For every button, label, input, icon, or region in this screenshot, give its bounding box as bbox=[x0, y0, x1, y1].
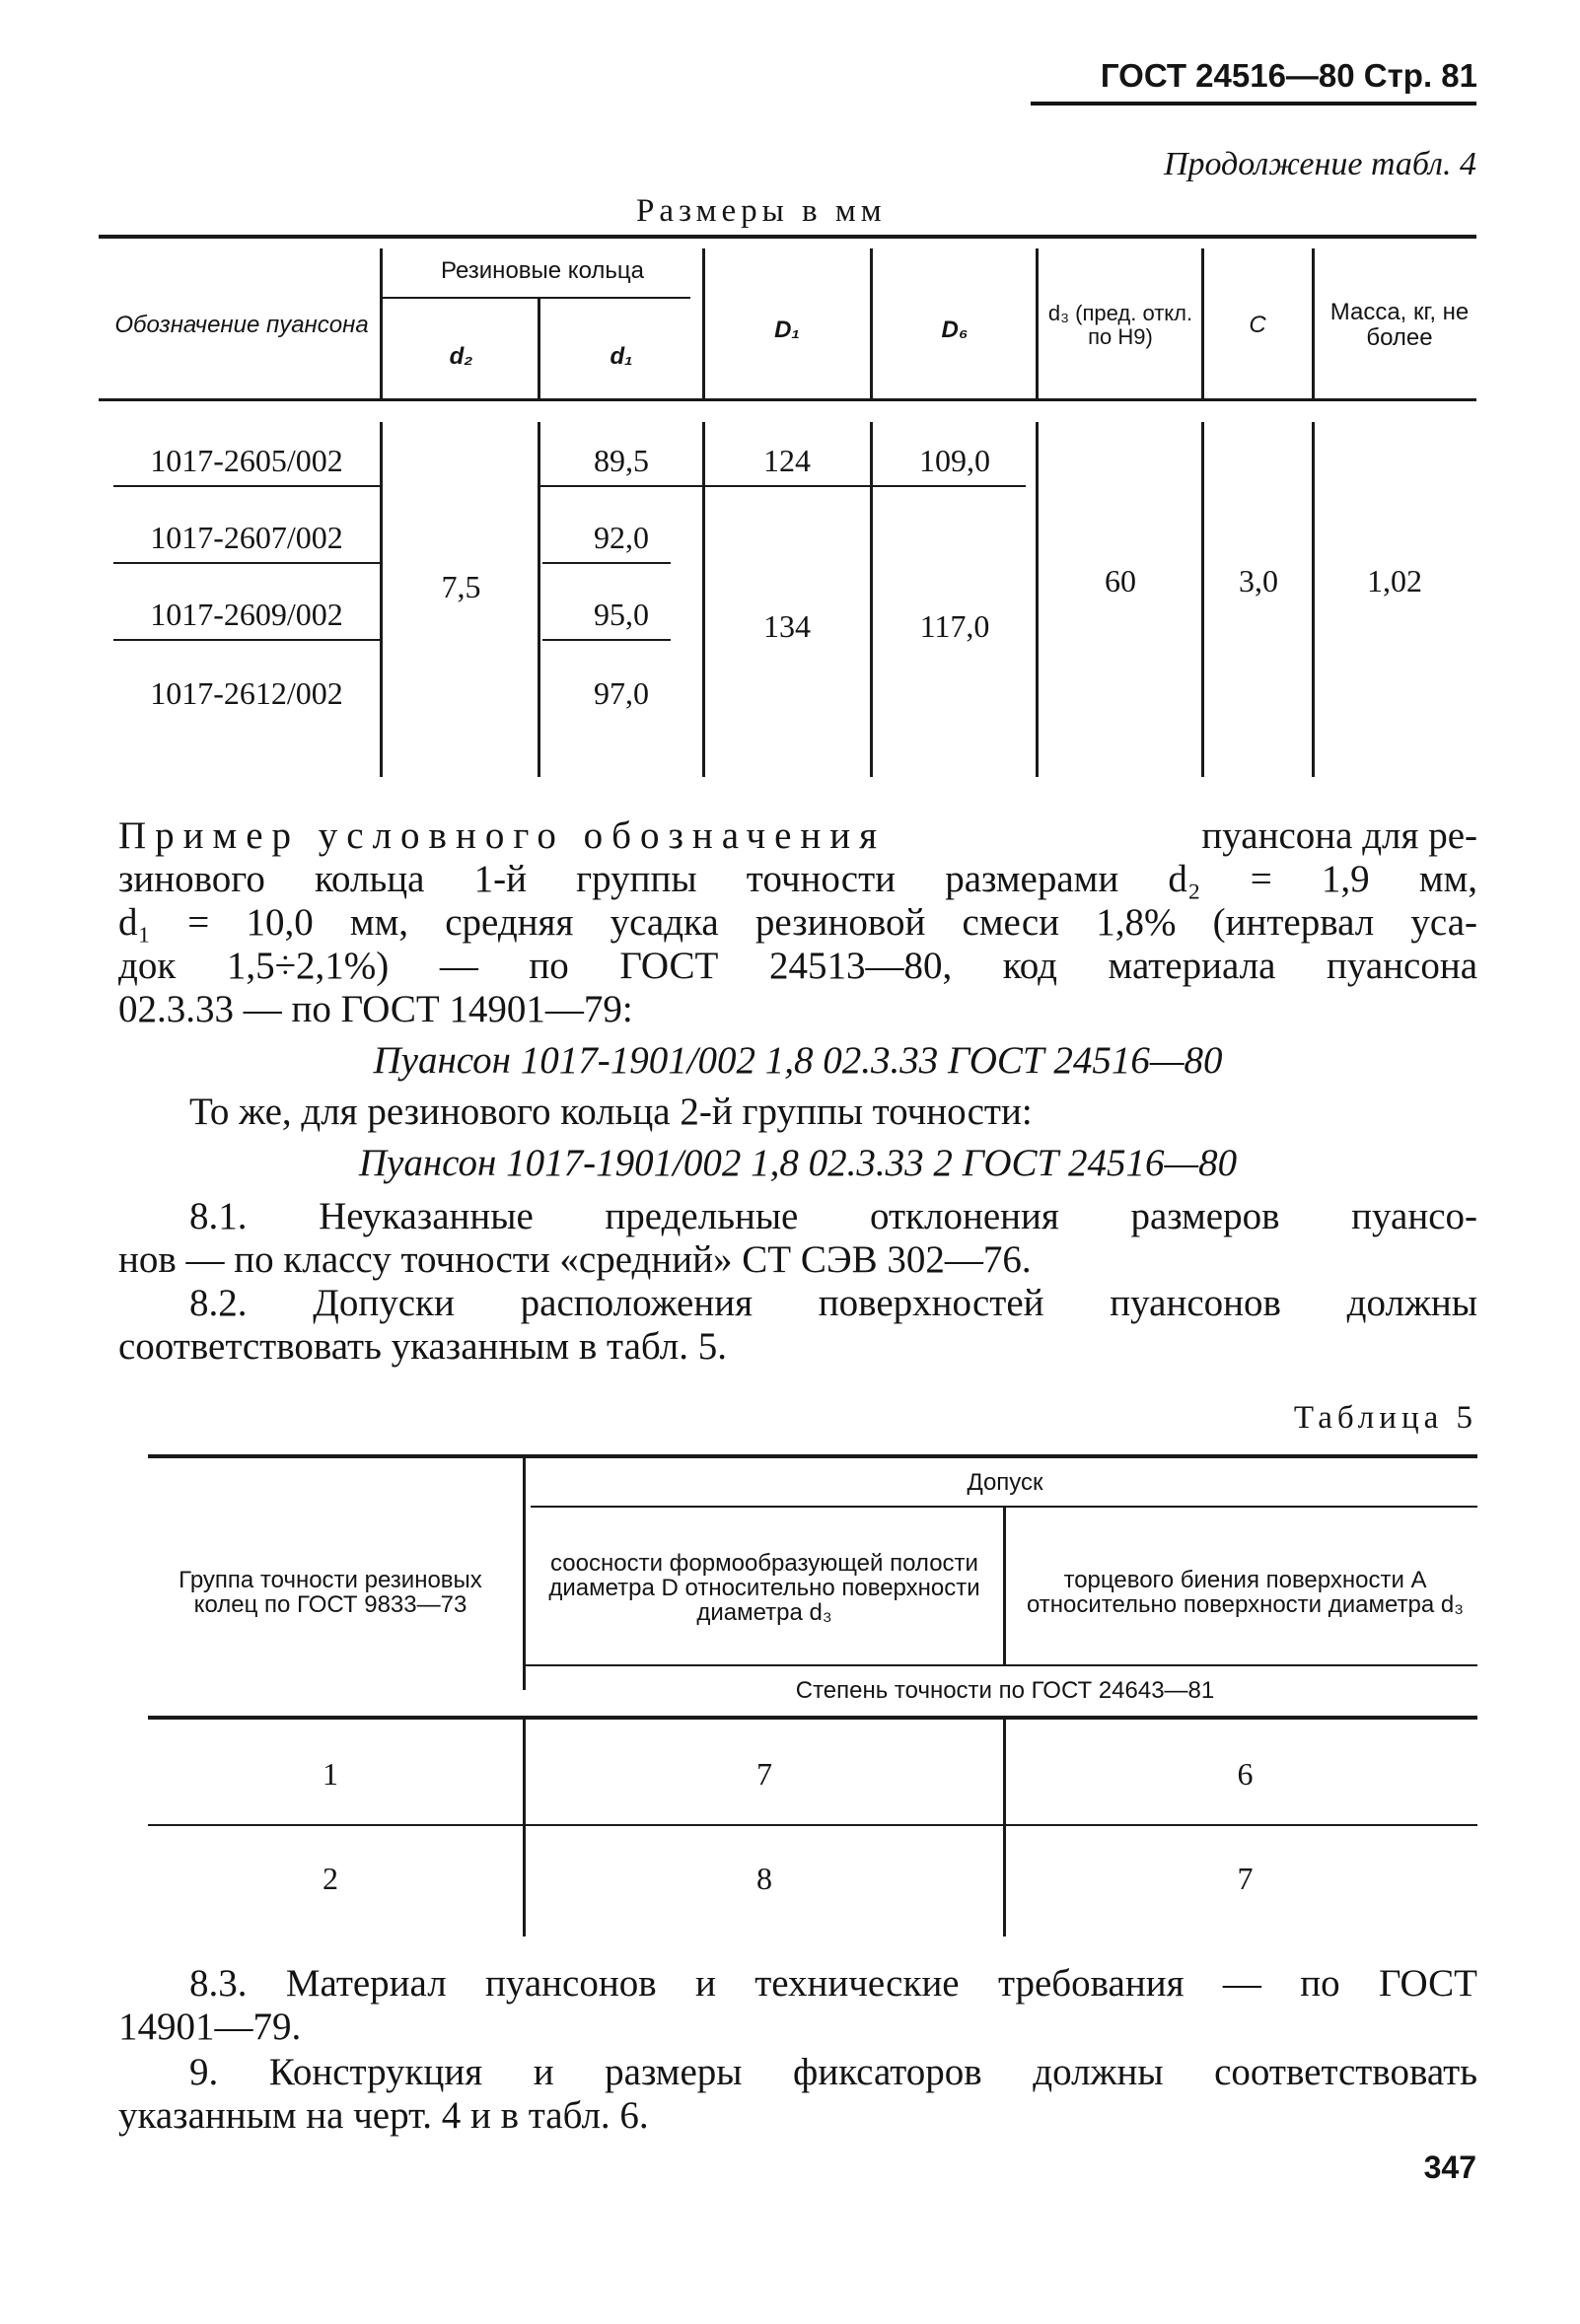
example-line-2: зинового кольца 1-й группы точности размерами d₂ = 1,9 мм, bbox=[118, 858, 1477, 900]
example-line-1 bbox=[118, 814, 1477, 858]
table4-cell-D6: 109,0 bbox=[919, 442, 990, 478]
example-line-5: 02.3.33 — по ГОСТ 14901—79: bbox=[118, 988, 633, 1030]
header-rule bbox=[1031, 102, 1476, 106]
table4-col-line bbox=[702, 248, 705, 398]
table4-cell-D1: 134 bbox=[763, 607, 811, 644]
table4-head-C: C bbox=[1249, 312, 1266, 338]
table4-col-line bbox=[380, 422, 383, 777]
table4-head-mass: Масса, кг, не более bbox=[1329, 299, 1470, 351]
table4-cell-d3: 60 bbox=[1105, 562, 1136, 599]
table4-row-rule bbox=[113, 562, 380, 564]
table4-header-rule bbox=[99, 398, 1476, 401]
table4-head-d3: d₃ (пред. откл. по H9) bbox=[1047, 301, 1193, 349]
table5-cell-runout: 6 bbox=[1237, 1755, 1254, 1792]
table4-cell-designation: 1017-2605/002 bbox=[150, 442, 343, 478]
table4-cell-C: 3,0 bbox=[1239, 562, 1278, 599]
table4-head-designation: Обозначение пуансона bbox=[114, 312, 369, 338]
table4-col-line bbox=[1312, 248, 1315, 398]
table4-col-line bbox=[1036, 248, 1039, 398]
table5-title: Таблица 5 bbox=[1293, 1400, 1477, 1436]
page-number: 347 bbox=[1423, 2149, 1476, 2185]
table4-row-rule bbox=[542, 639, 671, 641]
table4-head-d1: d₁ bbox=[610, 343, 633, 370]
table5-cell-coaxiality: 8 bbox=[756, 1860, 772, 1896]
table4-cell-designation: 1017-2607/002 bbox=[150, 519, 343, 555]
table5-col-line bbox=[523, 1458, 526, 1690]
example-heading: Пример условного обозначения bbox=[118, 814, 887, 857]
table5-cell-group: 1 bbox=[323, 1755, 338, 1792]
table5-col-line bbox=[1003, 1508, 1006, 1664]
table4-col-line bbox=[870, 422, 873, 777]
table5-head-group: Группа точности резиновых колец по ГОСТ 9833—73 bbox=[179, 1567, 482, 1618]
paragraph-8-2-line-1: 8.2. Допуски расположения поверхностей пуансонов должны bbox=[189, 1282, 1477, 1324]
table4-col-line bbox=[380, 248, 383, 398]
table5-head-runout: торцевого биения поверхности A относительно поверхности диаметра d₃ bbox=[1026, 1567, 1465, 1618]
table5-top-rule bbox=[148, 1454, 1477, 1458]
table5-header-rule bbox=[148, 1716, 1477, 1720]
paragraph-8-3-line-1: 8.3. Материал пуансонов и технические требования — по ГОСТ bbox=[189, 1962, 1477, 2005]
paragraph-9-line-1: 9. Конструкция и размеры фиксаторов должны соответствовать bbox=[189, 2051, 1477, 2093]
table4-cell-D1: 124 bbox=[763, 442, 811, 478]
table5-degree-rule bbox=[525, 1664, 1477, 1666]
table4-cell-D6: 117,0 bbox=[919, 607, 990, 644]
table4-cell-d1: 92,0 bbox=[594, 519, 649, 555]
table-continuation-label: Продолжение табл. 4 bbox=[1163, 146, 1476, 182]
table4-head-D6: D₆ bbox=[941, 317, 969, 343]
table5-col-line bbox=[523, 1720, 526, 1937]
example-heading-rest: пуансона для ре- bbox=[1201, 814, 1477, 857]
running-header: ГОСТ 24516—80 Стр. 81 bbox=[1100, 57, 1477, 94]
table4-top-rule bbox=[99, 235, 1476, 239]
table5-cell-runout: 7 bbox=[1237, 1860, 1254, 1896]
table4-row-rule bbox=[542, 562, 671, 564]
table5-cell-coaxiality: 7 bbox=[756, 1755, 772, 1792]
table4-col-line bbox=[1312, 422, 1315, 777]
table4-col-line bbox=[870, 248, 873, 398]
formula-1: Пуансон 1017-1901/002 1,8 02.3.33 ГОСТ 24516—80 bbox=[373, 1039, 1223, 1082]
table5-cell-group: 2 bbox=[323, 1860, 338, 1896]
paragraph-8-1-line-2: нов — по классу точности «средний» СТ СЭВ 302—76. bbox=[118, 1238, 1032, 1281]
paragraph-8-3-line-2: 14901—79. bbox=[118, 2006, 302, 2048]
table4-cell-designation: 1017-2612/002 bbox=[150, 674, 343, 711]
table-units-label: Размеры в мм bbox=[636, 193, 887, 229]
table4-head-rubber-rings: Резиновые кольца bbox=[441, 257, 644, 284]
table4-cell-d1: 95,0 bbox=[594, 596, 649, 632]
table5-head-coaxiality: соосности формообразующей полости диаметра D относительно поверхности диаметра d₃ bbox=[548, 1549, 980, 1626]
table4-row-rule bbox=[113, 639, 380, 641]
table4-subheader-rule bbox=[380, 297, 690, 299]
table4-row-rule bbox=[113, 485, 380, 487]
example-line-4: док 1,5÷2,1%) — по ГОСТ 24513—80, код материала пуансона bbox=[118, 945, 1477, 987]
example-line-3: d₁ = 10,0 мм, средняя усадка резиновой смеси 1,8% (интервал уса- bbox=[118, 901, 1477, 944]
table4-col-line bbox=[538, 299, 540, 398]
paragraph-8-2-line-2: соответствовать указанным в табл. 5. bbox=[118, 1325, 727, 1368]
table4-row-rule bbox=[538, 485, 1026, 487]
table5-head-tolerance: Допуск bbox=[967, 1468, 1043, 1496]
table5-col-line bbox=[1003, 1720, 1006, 1937]
table4-cell-d1: 97,0 bbox=[594, 674, 649, 711]
paragraph-9-line-2: указанным на черт. 4 и в табл. 6. bbox=[118, 2094, 649, 2137]
table5-head-degree: Степень точности по ГОСТ 24643—81 bbox=[795, 1676, 1215, 1704]
table4-cell-d2: 7,5 bbox=[441, 568, 481, 604]
same-for-group-2: То же, для резинового кольца 2-й группы точности: bbox=[189, 1091, 1033, 1133]
table4-head-D1: D₁ bbox=[774, 317, 800, 343]
table4-cell-mass: 1,02 bbox=[1367, 562, 1422, 599]
table4-col-line bbox=[538, 422, 540, 777]
table4-head-d2: d₂ bbox=[449, 343, 473, 370]
table4-cell-designation: 1017-2609/002 bbox=[150, 596, 343, 632]
table5-row-rule bbox=[148, 1824, 1477, 1826]
table4-col-line bbox=[1036, 422, 1039, 777]
table4-col-line bbox=[1201, 422, 1204, 777]
formula-2: Пуансон 1017-1901/002 1,8 02.3.33 2 ГОСТ 24516—80 bbox=[358, 1142, 1238, 1184]
paragraph-8-1-line-1: 8.1. Неуказанные предельные отклонения размеров пуансо- bbox=[189, 1195, 1477, 1237]
table4-cell-d1: 89,5 bbox=[594, 442, 649, 478]
table4-col-line bbox=[702, 422, 705, 777]
table4-col-line bbox=[1201, 248, 1204, 398]
